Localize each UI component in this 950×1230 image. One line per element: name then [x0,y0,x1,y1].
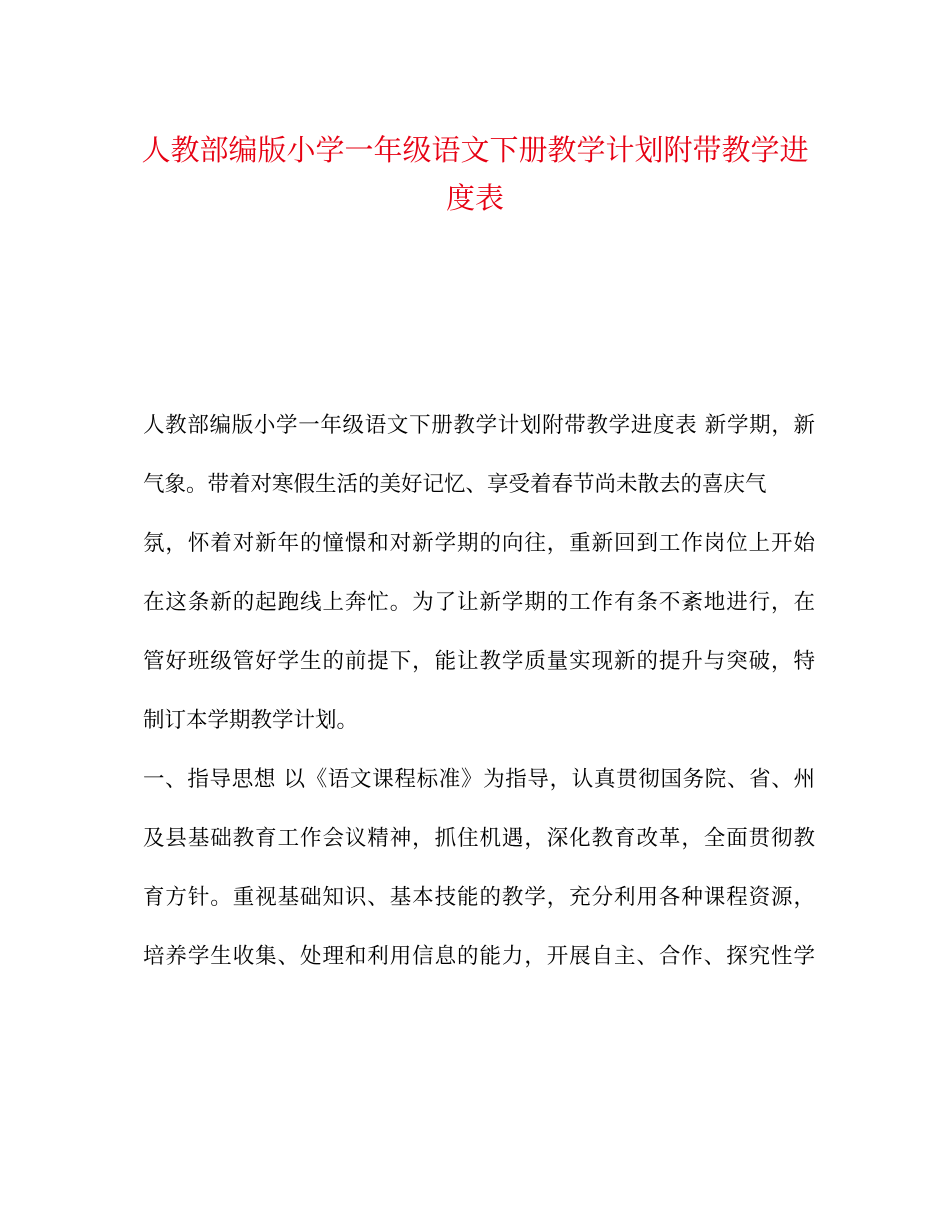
body-line-9: 育方针。重视基础知识、基本技能的教学，充分利用各种课程资源， [143,885,815,910]
body-line-4: 在这条新的起跑线上奔忙。为了让新学期的工作有条不紊地进行，在 [143,590,815,615]
body-line-8: 及县基础教育工作会议精神，抓住机遇，深化教育改革，全面贯彻教 [143,826,815,851]
body-line-5: 管好班级管好学生的前提下，能让教学质量实现新的提升与突破，特 [143,649,815,674]
body-line-7: 一、指导思想 以《语文课程标准》为指导，认真贯彻国务院、省、州 [143,767,815,792]
title-line-2: 度表 [445,181,504,215]
body-line-2: 气象。带着对寒假生活的美好记忆、享受着春节尚未散去的喜庆气 [143,472,767,497]
document-title [140,126,810,222]
title-line-1: 人教部编版小学一年级语文下册教学计划附带教学进 [141,133,809,167]
body-line-10: 培养学生收集、处理和利用信息的能力，开展自主、合作、探究性学 [143,944,815,969]
body-line-6: 制订本学期教学计划。 [143,708,359,733]
body-line-3: 氛，怀着对新年的憧憬和对新学期的向往，重新回到工作岗位上开始 [143,531,815,556]
document-body [143,406,815,996]
body-line-1: 人教部编版小学一年级语文下册教学计划附带教学进度表 新学期，新 [143,413,815,438]
